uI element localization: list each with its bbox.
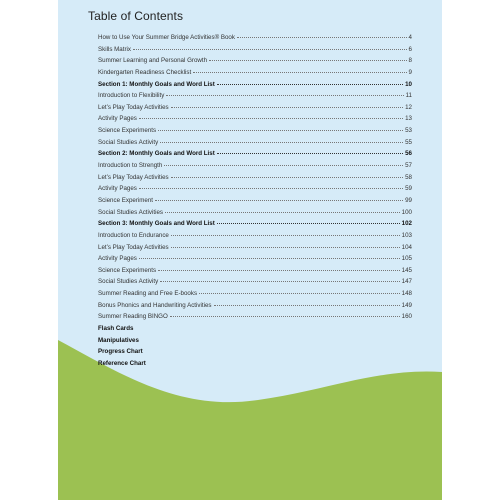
toc-entry-label: Let’s Play Today Activities [98,243,169,251]
toc-dot-leader [171,177,403,178]
toc-entry [98,90,412,102]
toc-entry-page-number: 55 [405,138,412,146]
toc-entry-label: Summer Reading BINGO [98,313,168,321]
toc-entry [98,172,412,184]
toc-entry-page-number: 57 [405,162,412,170]
toc-entry [98,102,412,114]
toc-entry [98,125,412,137]
toc-entry-label: Let’s Play Today Activities [98,173,169,181]
toc-entry [98,276,412,288]
toc-dot-leader [193,72,406,73]
toc-entry-label: Manipulatives [98,336,139,344]
toc-entry-label: Kindergarten Readiness Checklist [98,68,192,76]
toc-dot-leader [209,60,407,61]
toc-entry-page-number: 148 [401,290,412,298]
toc-dot-leader [158,130,403,131]
toc-entry [98,288,412,300]
toc-entry-label: Science Experiment [98,196,154,204]
toc-entry-label: Introduction to Strength [98,162,163,170]
toc-entry [98,218,412,230]
toc-entry-page-number: 6 [408,45,412,53]
toc-entry-label: Section 3: Monthly Goals and Word List [98,220,215,228]
toc-entry-label: Introduction to Endurance [98,231,169,239]
toc-dot-leader [139,258,400,259]
toc-entry [98,207,412,219]
toc-entry [98,44,412,56]
toc-entry-label: Summer Reading and Free E-books [98,290,198,298]
toc-entry-label: Skills Matrix [98,45,132,53]
toc-dot-leader [164,165,403,166]
toc-dot-leader [155,200,403,201]
toc-entry-label: Reference Chart [98,359,146,367]
toc-entry-label: Social Studies Activity [98,138,159,146]
toc-entry-page-number: 53 [405,127,412,135]
toc-entry [98,253,412,265]
toc-entry [98,79,412,91]
toc-entry-page-number: 4 [408,34,412,41]
book-page [58,0,442,500]
toc-entry-page-number: 56 [405,150,412,158]
toc-entry-label: Section 1: Monthly Goals and Word List [98,80,215,88]
toc-entry [98,230,412,242]
toc-entry-page-number: 12 [405,103,412,111]
toc-entry-page-number: 145 [401,266,412,274]
toc-entry [98,242,412,254]
toc-entry-label: Progress Chart [98,348,143,356]
toc-dot-leader [214,305,400,306]
toc-entry-page-number: 102 [401,220,412,228]
toc-dot-leader [199,293,400,294]
toc-entry-page-number: 10 [405,80,412,88]
toc-entry [98,358,412,370]
toc-entry-page-number: 103 [401,231,412,239]
toc-dot-leader [171,247,400,248]
page-title: Table of Contents [88,9,184,23]
toc-entry [98,195,412,207]
toc-entry-page-number: 99 [405,196,412,204]
toc-dot-leader [217,153,403,154]
toc-list [98,32,412,370]
toc-entry-label: Let’s Play Today Activities [98,103,169,111]
toc-entry-label: Social Studies Activity [98,278,159,286]
toc-entry-label: Science Experiments [98,127,157,135]
toc-entry [98,346,412,358]
toc-entry-label: Introduction to Flexibility [98,92,165,100]
toc-entry [98,55,412,67]
toc-entry-page-number: 105 [401,255,412,263]
toc-entry-page-number: 100 [401,208,412,216]
toc-entry [98,311,412,323]
toc-entry-page-number: 160 [401,313,412,321]
toc-entry-label: Science Experiments [98,266,157,274]
toc-entry-page-number: 13 [405,115,412,123]
toc-entry [98,300,412,312]
toc-entry-label: Activity Pages [98,255,137,263]
toc-dot-leader [165,212,400,213]
toc-entry-label: Section 2: Monthly Goals and Word List [98,150,215,158]
toc-dot-leader [158,270,400,271]
toc-entry [98,323,412,335]
toc-dot-leader [139,188,403,189]
toc-dot-leader [171,235,400,236]
toc-entry [98,67,412,79]
toc-dot-leader [237,37,407,38]
toc-entry-page-number: 104 [401,243,412,251]
toc-dot-leader [139,118,403,119]
toc-entry-page-number: 147 [401,278,412,286]
toc-entry [98,335,412,347]
toc-entry-page-number: 58 [405,173,412,181]
toc-dot-leader [171,107,403,108]
toc-entry-label: Flash Cards [98,325,134,333]
toc-entry-page-number: 8 [408,57,412,65]
toc-entry-label: Bonus Phonics and Handwriting Activities [98,301,212,309]
toc-dot-leader [217,84,403,85]
toc-entry-label: How to Use Your Summer Bridge Activities® Book [98,34,235,41]
toc-entry [98,265,412,277]
toc-entry-label: Activity Pages [98,115,137,123]
toc-entry [98,148,412,160]
toc-entry-page-number: 9 [408,68,412,76]
toc-dot-leader [160,142,403,143]
toc-entry-page-number: 11 [405,92,412,100]
toc-dot-leader [166,95,403,96]
toc-entry-page-number: 149 [401,301,412,309]
toc-entry [98,113,412,125]
toc-entry [98,183,412,195]
toc-dot-leader [170,316,400,317]
toc-entry-label: Social Studies Activities [98,208,163,216]
toc-entry-label: Summer Learning and Personal Growth [98,57,208,65]
toc-entry [98,160,412,172]
toc-entry [98,32,412,44]
toc-entry-label: Activity Pages [98,185,137,193]
toc-entry [98,137,412,149]
toc-dot-leader [160,281,399,282]
toc-dot-leader [133,49,407,50]
toc-dot-leader [217,223,400,224]
toc-entry-page-number: 59 [405,185,412,193]
